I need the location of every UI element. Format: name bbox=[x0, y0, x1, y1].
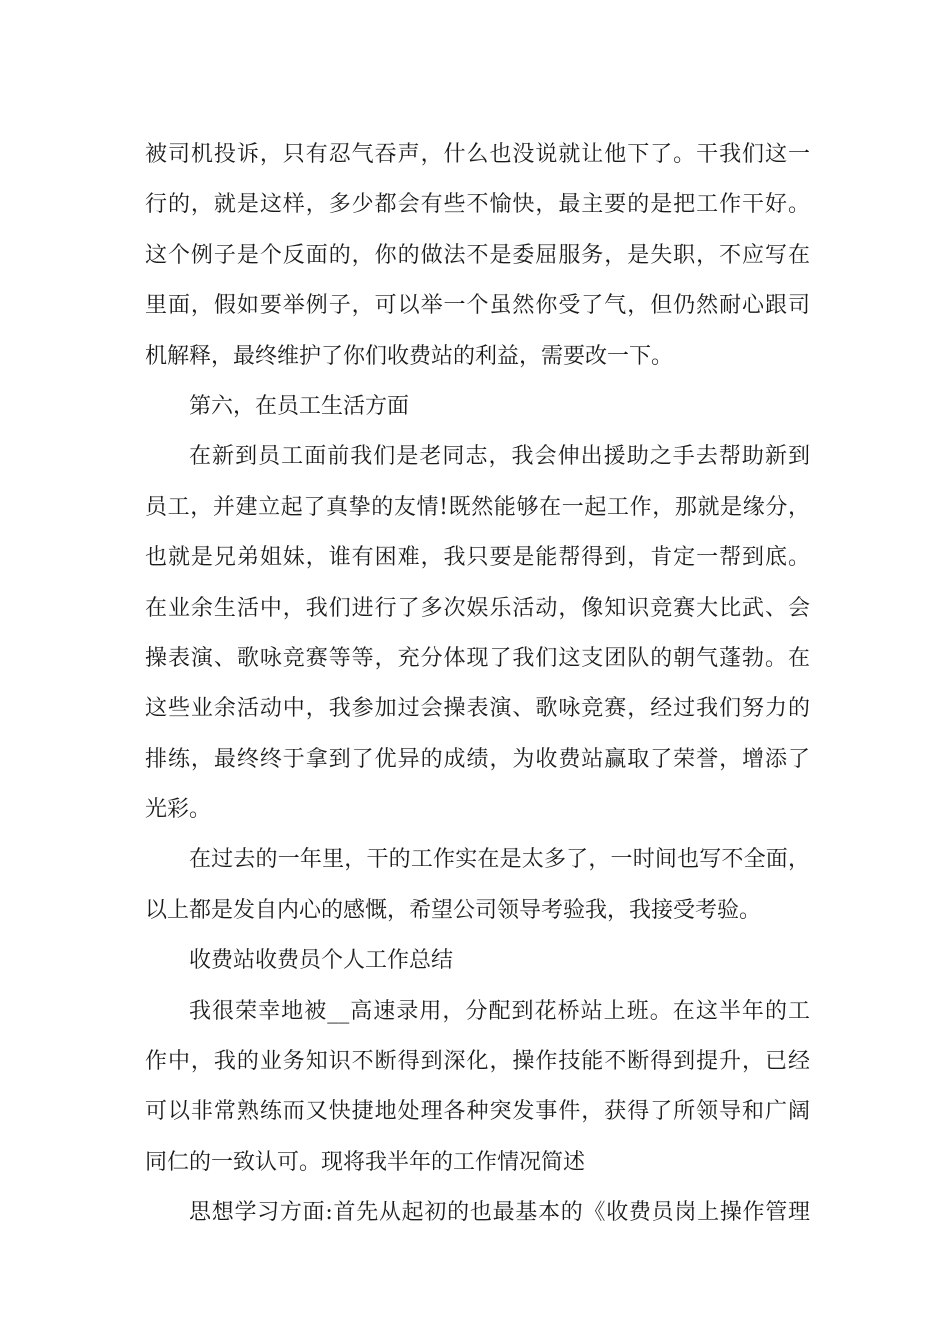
text-line: 可以非常熟练而又快捷地处理各种突发事件，获得了所领导和广阔 bbox=[145, 1099, 810, 1125]
document-body bbox=[145, 130, 810, 1239]
text-line: 排练，最终终于拿到了优异的成绩，为收费站赢取了荣誉，增添了 bbox=[145, 746, 810, 772]
text-line: 在新到员工面前我们是老同志，我会伸出援助之手去帮助新到 bbox=[189, 444, 810, 470]
paragraph bbox=[145, 987, 810, 1189]
text-line: 也就是兄弟姐妹，谁有困难，我只要是能帮得到，肯定一帮到底。 bbox=[145, 545, 810, 571]
paragraph bbox=[145, 130, 810, 382]
text-line: 以上都是发自内心的感慨，希望公司领导考验我，我接受考验。 bbox=[145, 897, 762, 923]
paragraph bbox=[145, 835, 810, 936]
section-heading bbox=[145, 936, 810, 986]
section-heading bbox=[145, 382, 810, 432]
text-line: 里面，假如要举例子，可以举一个虽然你受了气，但仍然耐心跟司 bbox=[145, 293, 810, 319]
paragraph bbox=[145, 432, 810, 835]
text-line: 作中，我的业务知识不断得到深化，操作技能不断得到提升，已经 bbox=[145, 1049, 810, 1075]
text-line: 这些业余活动中，我参加过会操表演、歌咏竞赛，经过我们努力的 bbox=[145, 696, 810, 722]
text-line: 员工，并建立起了真挚的友情!既然能够在一起工作，那就是缘分， bbox=[145, 494, 810, 520]
text-line: 同仁的一致认可。现将我半年的工作情况简述 bbox=[145, 1149, 586, 1175]
text-line: 思想学习方面:首先从起初的也最基本的《收费员岗上操作管理 bbox=[189, 1200, 810, 1226]
text-line: 行的，就是这样，多少都会有些不愉快，最主要的是把工作干好。 bbox=[145, 192, 810, 218]
text-line: 这个例子是个反面的，你的做法不是委屈服务，是失职，不应写在 bbox=[145, 242, 810, 268]
text-line: 收费站收费员个人工作总结 bbox=[189, 948, 454, 974]
text-line: 被司机投诉，只有忍气吞声，什么也没说就让他下了。干我们这一 bbox=[145, 142, 810, 167]
text-line: 操表演、歌咏竞赛等等，充分体现了我们这支团队的朝气蓬勃。在 bbox=[145, 645, 810, 671]
text-line: 在业余生活中，我们进行了多次娱乐活动，像知识竞赛大比武、会 bbox=[145, 595, 810, 621]
paragraph bbox=[145, 1188, 810, 1238]
text-line: 我很荣幸地被__高速录用，分配到花桥站上班。在这半年的工 bbox=[189, 998, 810, 1024]
text-line: 在过去的一年里，干的工作实在是太多了，一时间也写不全面， bbox=[189, 847, 810, 873]
text-line: 第六，在员工生活方面 bbox=[189, 393, 410, 419]
text-line: 光彩。 bbox=[145, 797, 212, 823]
text-line: 机解释，最终维护了你们收费站的利益，需要改一下。 bbox=[145, 343, 674, 369]
